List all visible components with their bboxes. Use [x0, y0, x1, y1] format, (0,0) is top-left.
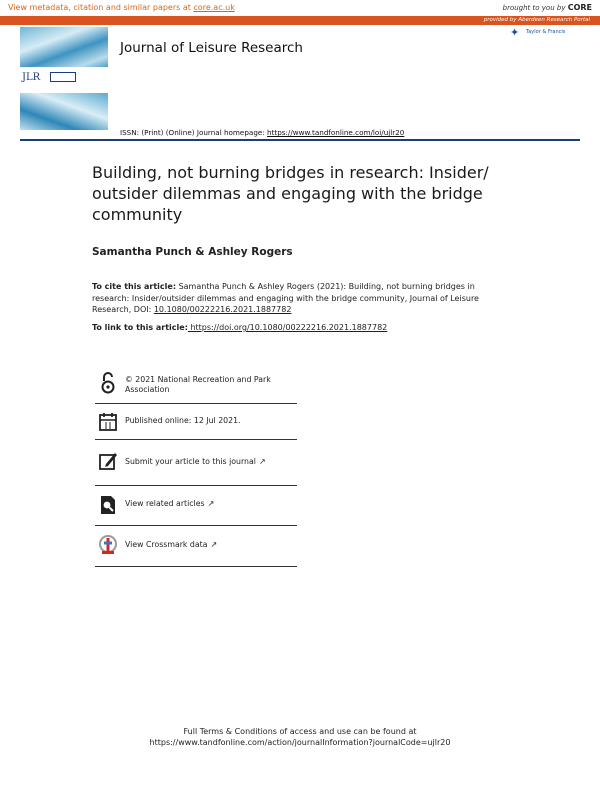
core-link[interactable]: core.ac.uk	[193, 3, 235, 12]
citation-label: To cite this article:	[92, 282, 177, 291]
publisher-logo	[510, 26, 590, 38]
brought-by: brought to you by CORE	[502, 3, 592, 12]
publisher-logo-text: Taylor & Francis	[526, 29, 566, 35]
provider-strip	[0, 16, 600, 25]
article-link-label: To link to this article:	[92, 323, 188, 332]
core-logo[interactable]: CORE	[567, 3, 592, 12]
core-banner	[0, 0, 600, 16]
submit-article-row[interactable]	[95, 440, 297, 486]
submit-article-link[interactable]: Submit your article to this journal ↗	[125, 457, 266, 466]
crossmark-icon	[98, 534, 118, 556]
core-metadata-notice[interactable]: View metadata, citation and similar papers at core.ac.uk	[8, 3, 235, 12]
external-link-icon: ↗	[210, 540, 218, 549]
journal-cover	[20, 27, 108, 137]
issn-line: ISSN: (Print) (Online) Journal homepage: https://www.tandfonline.com/loi/ujlr20	[120, 128, 405, 137]
copyright-text: © 2021 National Recreation and Park Association	[125, 375, 271, 394]
journal-title: Journal of Leisure Research	[120, 40, 303, 56]
published-row	[95, 404, 297, 440]
cover-wave-top	[20, 27, 108, 67]
terms-line: Full Terms & Conditions of access and use can be found at	[183, 727, 417, 736]
cover-logo-box	[50, 72, 76, 82]
edit-icon	[98, 450, 118, 472]
external-link-icon: ↗	[207, 499, 215, 508]
cover-footer	[20, 130, 108, 137]
published-date-text: Published online: 12 Jul 2021.	[125, 416, 241, 425]
related-articles-link[interactable]: View related articles ↗	[125, 499, 215, 508]
open-access-icon	[98, 372, 118, 394]
crossmark-link[interactable]: View Crossmark data ↗	[125, 540, 218, 549]
article-link[interactable]: https://doi.org/10.1080/00222216.2021.1887782	[187, 323, 388, 332]
article-title: Building, not burning bridges in research: Insider/ outsider dilemmas and engaging with the bridge community	[92, 163, 489, 224]
calendar-icon	[98, 411, 118, 433]
related-articles-row[interactable]	[95, 486, 297, 526]
doi-link[interactable]: 10.1080/00222216.2021.1887782	[153, 305, 292, 314]
journal-homepage-link[interactable]: https://www.tandfonline.com/loi/ujlr20	[267, 128, 405, 137]
copyright-row	[95, 366, 297, 404]
citation-block: To cite this article: Samantha Punch & Ashley Rogers (2021): Building, not burning bridges in research: Insider/outsider dilemmas and engaging with the bridge community, Journal of Leisure Research, DOI: 10.1080/00222216.2021.1887782	[92, 282, 479, 314]
related-articles-icon	[98, 494, 118, 516]
article-authors[interactable]: Samantha Punch & Ashley Rogers	[92, 246, 293, 258]
terms-link[interactable]: https://www.tandfonline.com/action/journalInformation?journalCode=ujlr20	[149, 738, 451, 747]
publisher-logo-icon: ✦	[510, 26, 520, 39]
crossmark-row[interactable]	[95, 526, 297, 567]
external-link-icon: ↗	[258, 457, 266, 466]
provided-by: provided by Aberdeen Research Portal	[483, 17, 590, 23]
terms-footer	[0, 726, 600, 748]
cover-jlr-label: JLR	[22, 72, 41, 83]
article-link-block	[92, 323, 512, 332]
header-rule	[20, 139, 580, 141]
